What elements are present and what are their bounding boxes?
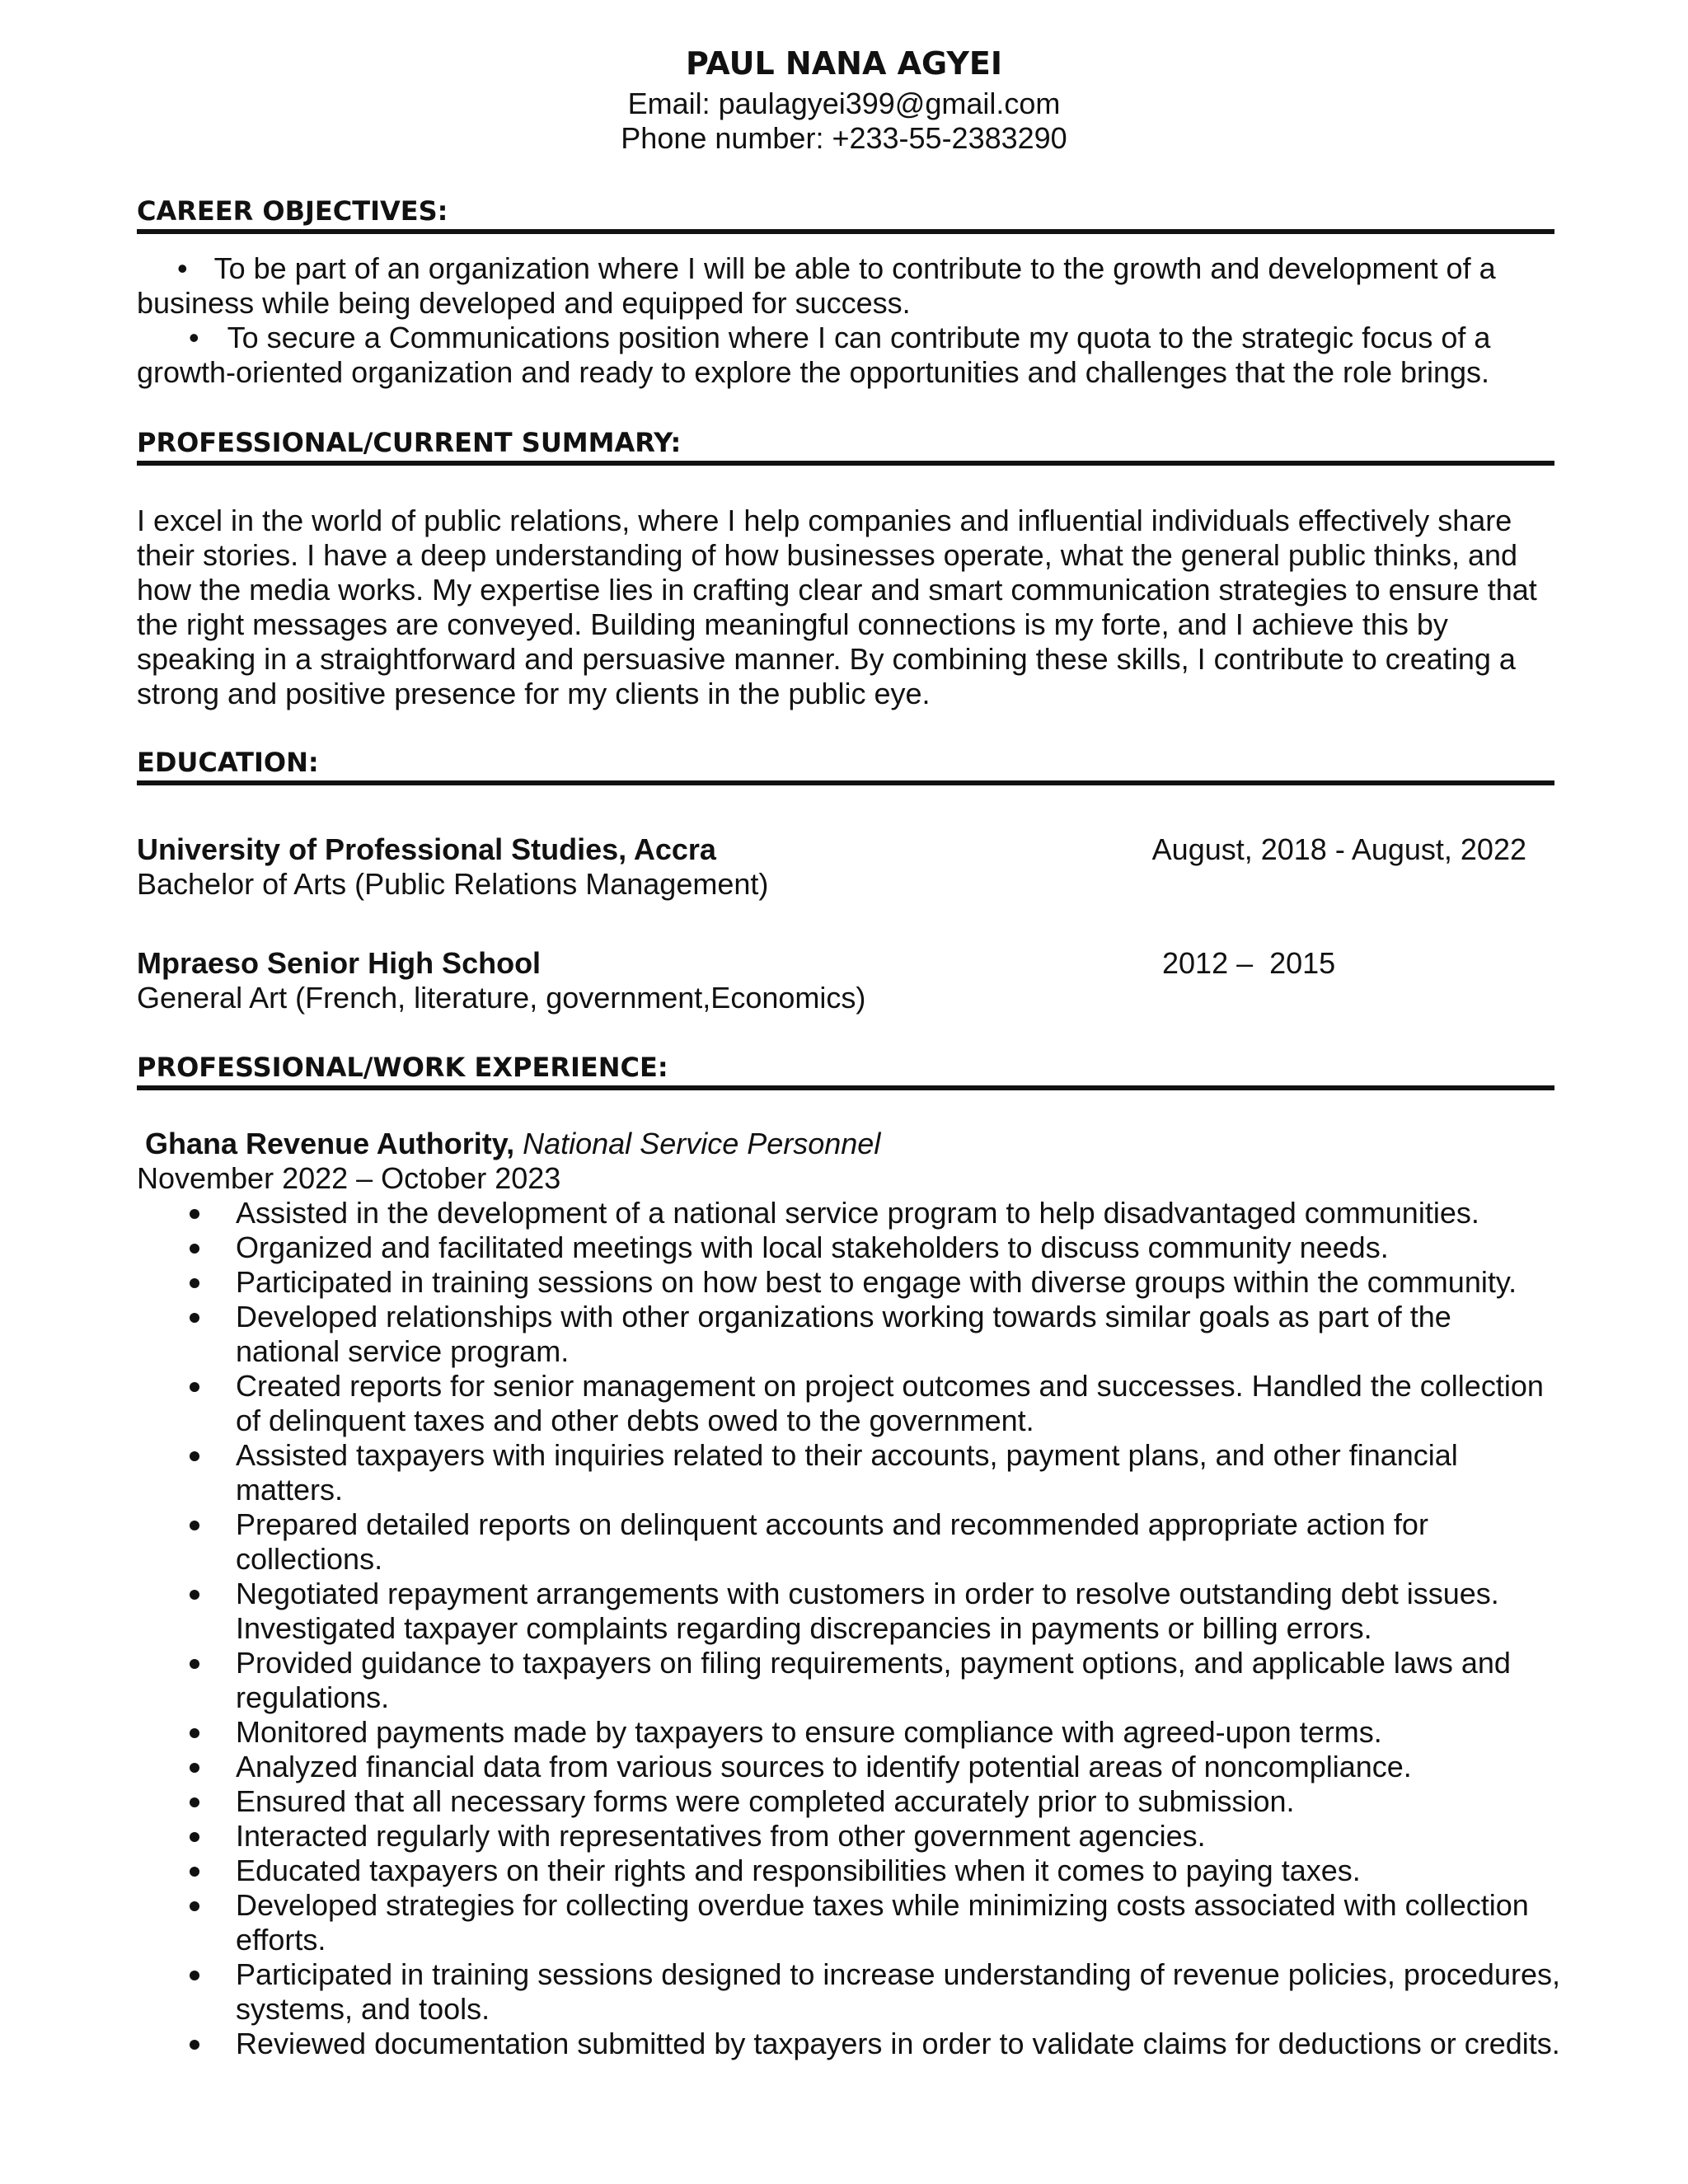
duty-text: Developed relationships with other organizations working towards similar goals as part of the national service program. [236, 1300, 1451, 1368]
duty-item [137, 1265, 1563, 1300]
bullet-dot-icon [190, 1590, 199, 1600]
job-dates: November 2022 – October 2023 [137, 1161, 561, 1195]
duty-item [137, 1888, 1563, 1957]
duty-text: Prepared detailed reports on delinquent accounts and recommended appropriate action for collections. [236, 1507, 1428, 1576]
duty-item [137, 1230, 1563, 1265]
bullet-dot-icon [190, 1763, 199, 1773]
duty-text: Analyzed financial data from various sources to identify potential areas of noncompliance. [236, 1750, 1412, 1783]
education-heading: EDUCATION: [137, 746, 1554, 785]
bullet-dot-icon [190, 1971, 199, 1980]
bullet-dot-icon [190, 1382, 199, 1392]
work-experience-heading: PROFESSIONAL/WORK EXPERIENCE: [137, 1051, 1554, 1090]
job-title-line [145, 1127, 880, 1161]
bullet-dot-icon [190, 2040, 199, 2050]
duty-text: Developed strategies for collecting overdue taxes while minimizing costs associated with collection efforts. [236, 1888, 1529, 1957]
education-program: General Art (French, literature, government,Economics) [137, 981, 866, 1015]
duty-text: Reviewed documentation submitted by taxpayers in order to validate claims for deductions or credits. [236, 2027, 1560, 2060]
duty-item [137, 1507, 1563, 1577]
job-role: National Service Personnel [523, 1127, 881, 1160]
bullet-dot-icon [190, 1313, 199, 1323]
duty-item [137, 1784, 1563, 1819]
duty-text: Educated taxpayers on their rights and responsibilities when it comes to paying taxes. [236, 1854, 1361, 1887]
duty-text: Created reports for senior management on project outcomes and successes. Handled the collection of delinquent taxes and other debts owed to the government. [236, 1369, 1544, 1437]
bullet-icon: • [189, 321, 199, 354]
duty-item [137, 1196, 1563, 1230]
duty-text: Assisted taxpayers with inquiries related to their accounts, payment plans, and other financial matters. [236, 1438, 1458, 1507]
objective-text: To be part of an organization where I will be able to contribute to the growth and development of a business while being developed and equipped for success. [137, 251, 1496, 320]
bullet-dot-icon [190, 1867, 199, 1877]
education-institution: University of Professional Studies, Accra [137, 832, 716, 866]
career-objectives-heading: CAREER OBJECTIVES: [137, 194, 1554, 234]
phone-line: Phone number: +233-55-2383290 [621, 121, 1067, 155]
duty-item [137, 1300, 1563, 1369]
duty-item [137, 1646, 1563, 1715]
duties-list [137, 1196, 1563, 2061]
bullet-dot-icon [190, 1797, 199, 1807]
duty-item [137, 1369, 1563, 1438]
duty-text: Organized and facilitated meetings with local stakeholders to discuss community needs. [236, 1230, 1389, 1264]
education-dates: August, 2018 - August, 2022 [1151, 832, 1526, 866]
duty-text: Ensured that all necessary forms were completed accurately prior to submission. [236, 1784, 1295, 1818]
bullet-dot-icon [190, 1451, 199, 1461]
objective-item [137, 321, 1559, 390]
email-line: Email: paulagyei399@gmail.com [627, 87, 1061, 120]
education-institution: Mpraeso Senior High School [137, 946, 542, 980]
bullet-dot-icon [190, 1728, 199, 1738]
bullet-dot-icon [190, 1278, 199, 1288]
duty-text: Participated in training sessions designed to increase understanding of revenue policies, procedures, systems, and tools. [236, 1957, 1560, 2026]
duty-item [137, 1750, 1563, 1784]
duty-text: Interacted regularly with representatives from other government agencies. [236, 1819, 1206, 1853]
duty-text: Monitored payments made by taxpayers to ensure compliance with agreed-upon terms. [236, 1715, 1382, 1749]
employer-name: Ghana Revenue Authority, [145, 1127, 515, 1160]
duty-item [137, 2027, 1563, 2061]
duty-text: Provided guidance to taxpayers on filing requirements, payment options, and applicable laws and regulations. [236, 1646, 1511, 1714]
duty-item [137, 1438, 1563, 1507]
duty-item [137, 1819, 1563, 1854]
education-program: Bachelor of Arts (Public Relations Management) [137, 867, 769, 901]
duty-text: Assisted in the development of a national service program to help disadvantaged communities. [236, 1196, 1479, 1230]
duty-text: Participated in training sessions on how best to engage with diverse groups within the community. [236, 1265, 1517, 1299]
objective-item [137, 251, 1559, 321]
education-dates: 2012 – 2015 [1162, 946, 1336, 980]
bullet-dot-icon [190, 1209, 199, 1219]
bullet-dot-icon [190, 1832, 199, 1842]
bullet-dot-icon [190, 1659, 199, 1669]
bullet-dot-icon [190, 1521, 199, 1530]
duty-item [137, 1957, 1563, 2027]
candidate-name: PAUL NANA AGYEI [686, 45, 1002, 82]
duty-item [137, 1854, 1563, 1888]
bullet-dot-icon [190, 1901, 199, 1911]
summary-heading: PROFESSIONAL/CURRENT SUMMARY: [137, 426, 1554, 466]
duty-item [137, 1577, 1563, 1646]
summary-text: I excel in the world of public relations, where I help companies and influential individuals effectively share their stories. I have a deep understanding of how businesses operate, what the general public thinks, and how the media works. My expertise lies in crafting clear and smart communication strategies to ensure that the right messages are conveyed. Building meaningful connections is my forte, and I achieve this by speaking in a straightforward and persuasive manner. By combining these skills, I contribute to creating a strong and positive presence for my clients in the public eye. [137, 504, 1537, 710]
duty-item [137, 1715, 1563, 1750]
bullet-dot-icon [190, 1244, 199, 1254]
objective-text: To secure a Communications position where I can contribute my quota to the strategic focus of a growth-oriented organization and ready to explore the opportunities and challenges that the role brings. [137, 321, 1491, 389]
duty-text: Negotiated repayment arrangements with customers in order to resolve outstanding debt issues. Investigated taxpayer complaints regarding discrepancies in payments or billing errors. [236, 1577, 1499, 1645]
bullet-icon: • [177, 251, 188, 285]
